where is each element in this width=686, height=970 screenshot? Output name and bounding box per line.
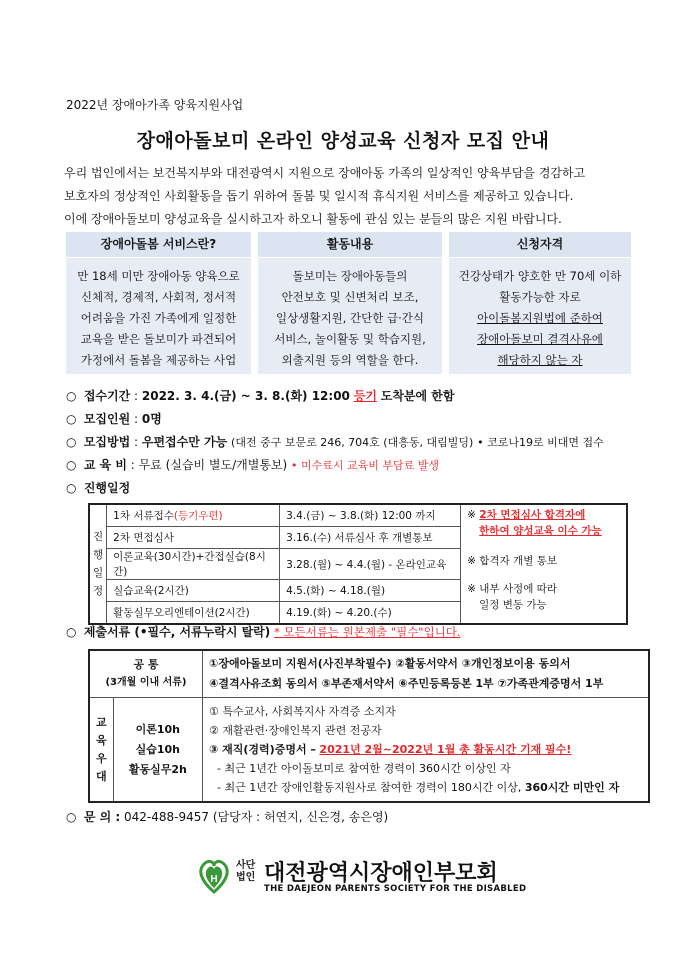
info-schedule [66,479,130,496]
info-period: ○ 접수기간 : 2022. 3. 4.(금) ~ 3. 8.(화) 12:00 등기 도착분에 한함 [66,389,455,403]
info-contact [66,808,388,825]
common-docs-list: ①장애아돌보미 지원서(사진부착필수) ②활동서약서 ③개인정보이용 동의서 ④결격사유조회 동의서 ⑤부존재서약서 ⑥주민등록등본 1부 ⑦가족관계증명서 1부 [203,650,650,698]
schedule-table [88,503,628,625]
box-line: 안전보호 및 신변처리 보조, [281,290,419,304]
fee-label: 교 육 비 [83,458,127,472]
box-line: 활동가능한 자로 [499,290,581,304]
common-docs-label: 공 통 (3개월 이내 서류) [89,650,203,698]
box-line: 만 18세 미만 장애아동 양육으로 [77,269,240,283]
docs-label: 제출서류 (•필수, 서류누락시 탈락) [83,625,271,639]
info-docs [66,623,461,640]
svg-text:H: H [210,874,218,885]
intro-line: 이에 장애아돌보미 양성교육을 실시하고자 하오니 활동에 관심 있는 분들의 많은 지원 바랍니다. [64,212,562,226]
box-line: 어려움을 가진 가족에게 일정한 [80,311,237,325]
column-box-service [66,258,251,374]
box-line: 해당하지 않는 자 [497,353,583,367]
table-row [89,504,627,527]
box-line: 건강상태가 양호한 만 70세 이하 [458,269,622,283]
circle-bullet-icon: ○ [66,435,77,449]
intro-line: 우리 법인에서는 보건복지부와 대전광역시 지원으로 장애아동 가족의 일상적인 양육부담을 경감하고 [64,166,586,180]
method-address: (대전 중구 보문로 246, 704호 (대흥동, 대림빌딩) [231,436,474,449]
period-label: 접수기간 [83,389,131,403]
method-label: 모집방법 [83,435,131,449]
column-box-eligibility [449,258,631,374]
schedule-date: 4.5.(화) ~ 4.18.(월) [280,580,461,602]
box-line: 일상생활지원, 간단한 급·간식 [276,311,424,325]
box-line: 가정에서 돌봄을 제공하는 사업 [80,353,237,367]
schedule-item: 이론교육(30시간)+간접실습(8시간) [107,549,280,580]
documents-table [88,649,650,803]
circle-bullet-icon: ○ [66,389,77,403]
schedule-date: 3.28.(월) ~ 4.4.(월) - 온라인교육 [280,549,461,580]
recruit-label: 모집인원 [83,412,131,426]
box-line: 외출지원 등의 역할을 한다. [281,353,419,367]
priority-list: ① 특수교사, 사회복지사 자격증 소지자 ② 재활관련·장애인복지 관련 전공자 ③ 재직(경력)증명서 – 2021년 2월~2022년 1월 총 활동시간 기재 필수! - 최근 1년간 아이돌보미로 참여한 경력이 360시간 이상인 자 - 최근 1년간 장애인활동지원사로 참여한 경력이 180시간 이상, 360시간 미만인 자 [203,698,650,803]
table-row [89,650,649,698]
logo-small-text: 사단 법인 [236,860,256,883]
box-line: 장애아돌보미 결격사유에 [477,332,603,346]
box-line: 서비스, 놀이활동 및 학습지원, [274,332,426,346]
priority-side-label: 교 육 우 대 [89,698,113,803]
info-method: ○ 모집방법 : 우편접수만 가능 (대전 중구 보문로 246, 704호 (대흥동, 대림빌딩) • 코로나19로 비대면 접수 [66,435,604,449]
circle-bullet-icon: ○ [66,458,77,472]
fee-value: 무료 (실습비 별도/개별통보) [138,458,288,472]
schedule-item: 실습교육(2시간) [107,580,280,602]
circle-bullet-icon: ○ [66,412,77,426]
period-tail: 도착분에 한함 [380,389,455,403]
table-row [89,698,649,803]
period-registered: 등기 [353,389,377,403]
contact-label: 문 의 : [83,810,121,824]
contact-value: 042-488-9457 (담당자 : 허연지, 신은경, 송은영) [124,810,389,824]
recruit-value: 0명 [141,412,162,426]
fee-note: • 미수료시 교육비 부담료 발생 [291,459,440,472]
schedule-item: 1차 서류접수(등기우편) [107,504,280,527]
column-header-service: 장애아돌봄 서비스란? [66,232,251,257]
schedule-item: 2차 면접심사 [107,527,280,549]
schedule-date: 3.16.(수) 서류심사 후 개별통보 [280,527,461,549]
schedule-side-label: 진 행 일 정 [89,504,107,624]
logo-english: THE DAEJEON PARENTS SOCIETY FOR THE DISABLED [264,884,527,894]
box-line: 교육을 받은 돌보미가 파견되어 [80,332,237,346]
priority-hours: 이론10h 실습10h 활동실무2h [113,698,202,803]
logo-name: 대전광역시장애인부모회 [264,861,498,886]
column-header-eligibility: 신청자격 [449,232,631,257]
intro-text [64,162,644,231]
circle-bullet-icon: ○ [66,481,77,495]
schedule-item: 활동실무오리엔테이션(2시간) [107,602,280,625]
method-note: • 코로나19로 비대면 접수 [477,436,604,449]
info-fee: ○ 교 육 비 : 무료 (실습비 별도/개별통보) • 미수료시 교육비 부담료 발생 [66,458,440,472]
box-line: 신체적, 경제적, 사회적, 정서적 [80,290,237,304]
column-header-activity: 활동내용 [258,232,442,257]
organization-logo [196,852,527,904]
schedule-notes: ※ 2차 면접심사 합격자에 한하여 양성교육 이수 가능 ※ 합격자 개별 통보 ※ 내부 사정에 따라 일정 변동 가능 [467,509,602,611]
circle-bullet-icon: ○ [66,625,77,639]
box-line: 아이돌봄지원법에 준하여 [477,311,603,325]
pre-title: 2022년 장애아가족 양육지원사업 [66,98,244,112]
page-title: 장애아돌보미 온라인 양성교육 신청자 모집 안내 [136,130,550,152]
schedule-date: 3.4.(금) ~ 3.8.(화) 12:00 까지 [280,504,461,527]
circle-bullet-icon: ○ [66,810,77,824]
docs-note: * 모든서류는 원본제출 "필수"입니다. [274,625,461,639]
column-box-activity [258,258,442,374]
intro-line: 보호자의 정상적인 사회활동을 돕기 위하여 돌봄 및 일시적 휴식지원 서비스를 제공하고 있습니다. [64,189,574,203]
method-value: 우편접수만 가능 [141,435,228,449]
schedule-date: 4.19.(화) ~ 4.20.(수) [280,602,461,625]
info-recruit: ○ 모집인원 : 0명 [66,412,162,426]
box-line: 돌보미는 장애아동들의 [292,269,408,283]
schedule-label: 진행일정 [83,481,131,495]
period-value: 2022. 3. 4.(금) ~ 3. 8.(화) 12:00 [141,389,350,403]
